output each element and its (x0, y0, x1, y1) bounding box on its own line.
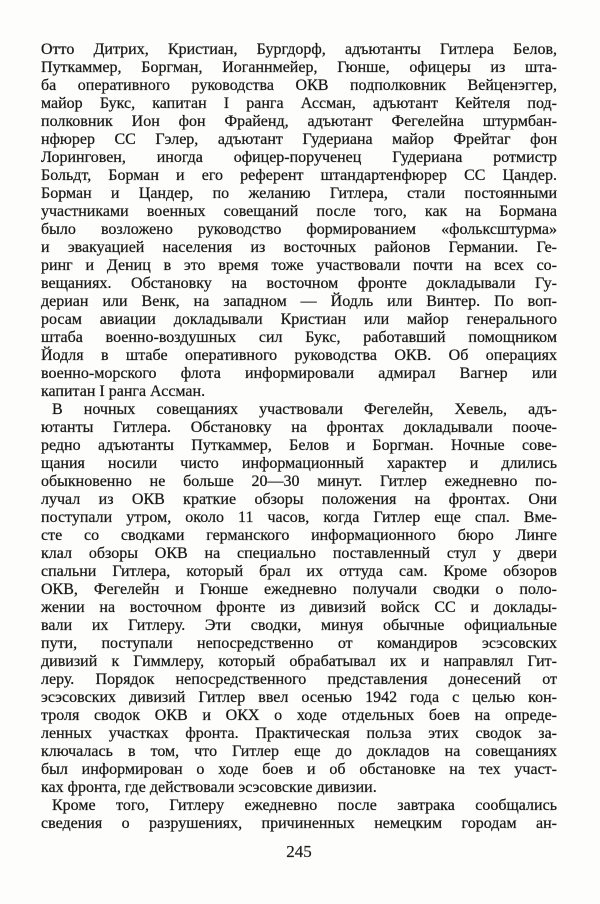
text-line: росам авиации докладывали Кристиан или майор генерального (41, 311, 557, 328)
text-line: жении на восточном фронте из дивизий войск СС и доклады- (41, 599, 557, 616)
text-line: дивизий к Гиммлеру, который обрабатывал их и направлял Гит- (41, 653, 557, 670)
page-text-block (41, 41, 557, 833)
text-line: Йодля в штабе оперативного руководства ОКВ. Об операциях (41, 347, 557, 364)
text-line: ба оперативного руководства ОКВ подполковник Вейценэггер, (41, 77, 557, 94)
text-line: щания носили чисто информационный характер и длились (41, 455, 557, 472)
text-line: Борман и Цандер, по желанию Гитлера, стали постоянными (41, 185, 557, 202)
text-line: ринг и Дениц в это время тоже участвовали почти на всех со- (41, 257, 557, 274)
text-line: вещаниях. Обстановку на восточном фронте докладывали Гу- (41, 275, 557, 292)
text-line: полковник Ион фон Фрайенд, адъютант Фегелейна штурмбан- (41, 113, 557, 130)
text-line: вали их Гитлеру. Эти сводки, минуя обычные официальные (41, 617, 557, 634)
text-line: участниками военных совещаний после того, как на Бормана (41, 203, 557, 220)
text-line: и эвакуацией населения из восточных районов Германии. Ге- (41, 239, 557, 256)
text-line: было возложено руководство формированием «фольксштурма» (41, 221, 557, 238)
text-line: В ночных совещаниях участвовали Фегелейн, Хевель, адъ- (52, 401, 557, 418)
text-line: ютанты Гитлера. Обстановку на фронтах докладывали пооче- (41, 419, 557, 436)
page-number: 245 (286, 842, 312, 861)
text-line: редно адъютанты Путкаммер, Белов и Боргман. Ночные сове- (41, 437, 557, 454)
text-line: Отто Дитрих, Кристиан, Бургдорф, адъютанты Гитлера Белов, (41, 41, 557, 58)
text-line: нфюрер СС Гэлер, адъютант Гудериана майор Фрейтаг фон (41, 131, 557, 148)
text-line: капитан I ранга Ассман. (41, 383, 206, 400)
text-line: поступали утром, около 11 часов, когда Гитлер еще спал. Вме- (41, 509, 557, 526)
text-line: штаба военно-воздушных сил Букс, работавший помощником (41, 329, 557, 346)
text-line: обыкновенно не больше 20—30 минут. Гитлер ежедневно по- (41, 473, 557, 490)
text-line: ленных участках фронта. Практическая польза этих сводок за- (41, 725, 557, 742)
text-line: Кроме того, Гитлеру ежедневно после завтрака сообщались (52, 797, 557, 814)
text-line: Больдт, Борман и его референт штандартенфюрер СС Цандер. (41, 167, 557, 184)
text-line: эсэсовских дивизий Гитлер ввел осенью 1942 года с целью кон- (41, 689, 557, 706)
text-line: сте со сводками германского информационного бюро Линге (41, 527, 557, 544)
text-line: ОКВ, Фегелейн и Гюнше ежедневно получали сводки о поло- (41, 581, 557, 598)
text-line: пути, поступали непосредственно от командиров эсэсовских (41, 635, 557, 652)
text-line: Лоринговен, иногда офицер-порученец Гудериана ротмистр (41, 149, 557, 166)
text-line: троля сводок ОКВ и ОКХ о ходе отдельных боев на опреде- (41, 707, 557, 724)
text-line: ках фронта, где действовали эсэсовские дивизии. (41, 779, 377, 796)
text-line: майор Букс, капитан I ранга Ассман, адъютант Кейтеля под- (41, 95, 557, 112)
text-line: лучал из ОКВ краткие обзоры положения на фронтах. Они (41, 491, 557, 508)
text-line: ключалась в том, что Гитлер еще до докладов на совещаниях (41, 743, 557, 760)
text-line: сведения о разрушениях, причиненных немецким городам ан- (41, 815, 557, 832)
text-line: Путкаммер, Боргман, Иоганнмейер, Гюнше, офицеры из шта- (41, 59, 557, 76)
text-line: спальни Гитлера, который брал их оттуда сам. Кроме обзоров (41, 563, 557, 580)
text-line: дериан или Венк, на западном — Йодль или Винтер. По воп- (41, 293, 557, 310)
text-line: военно-морского флота информировали адмирал Вагнер или (41, 365, 557, 382)
text-line: был информирован о ходе боев и об обстановке на тех участ- (41, 761, 557, 778)
text-line: клал обзоры ОКВ на специально поставленный стул у двери (41, 545, 557, 562)
text-line: леру. Порядок непосредственного представления донесений от (41, 671, 557, 688)
